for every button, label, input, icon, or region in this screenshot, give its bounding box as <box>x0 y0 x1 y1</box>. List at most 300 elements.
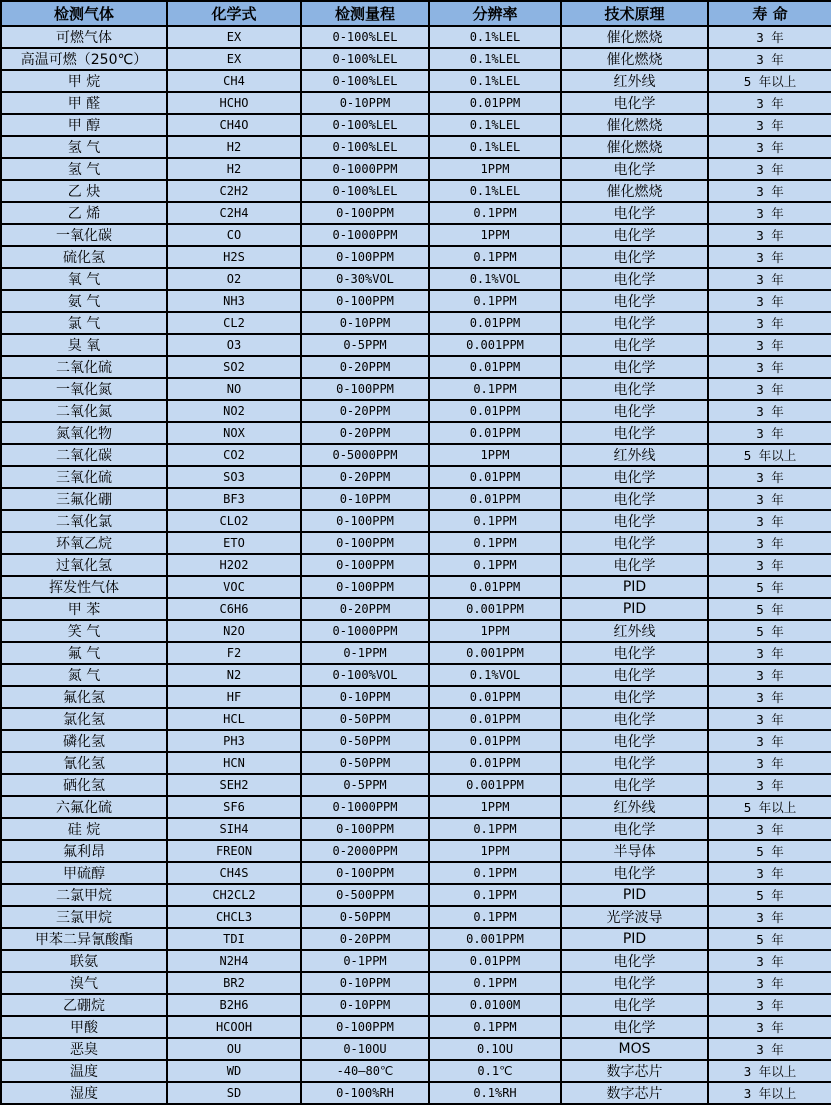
cell-principle: 电化学 <box>561 774 708 796</box>
cell-lifespan: 5 年 <box>708 576 831 598</box>
cell-principle: 电化学 <box>561 708 708 730</box>
cell-resolution: 0.01PPM <box>429 466 561 488</box>
cell-principle: 电化学 <box>561 862 708 884</box>
cell-lifespan: 3 年 <box>708 224 831 246</box>
cell-lifespan: 5 年 <box>708 840 831 862</box>
cell-gas-name: 二氧化氯 <box>1 510 167 532</box>
cell-range: 0-100PPM <box>301 246 429 268</box>
cell-lifespan: 3 年以上 <box>708 1060 831 1082</box>
cell-range: 0-20PPM <box>301 466 429 488</box>
cell-resolution: 0.001PPM <box>429 598 561 620</box>
cell-principle: 电化学 <box>561 92 708 114</box>
cell-gas-name: 乙硼烷 <box>1 994 167 1016</box>
table-row <box>1 510 831 532</box>
cell-range: 0-100%LEL <box>301 48 429 70</box>
cell-gas-name: 三氟化硼 <box>1 488 167 510</box>
cell-formula: NH3 <box>167 290 301 312</box>
cell-range: 0-2000PPM <box>301 840 429 862</box>
cell-lifespan: 3 年 <box>708 774 831 796</box>
cell-gas-name: 氢 气 <box>1 158 167 180</box>
table-row <box>1 532 831 554</box>
cell-lifespan: 3 年 <box>708 532 831 554</box>
cell-range: 0-100PPM <box>301 510 429 532</box>
cell-resolution: 1PPM <box>429 158 561 180</box>
cell-resolution: 0.1PPM <box>429 862 561 884</box>
table-row <box>1 466 831 488</box>
cell-resolution: 0.01PPM <box>429 708 561 730</box>
cell-principle: 红外线 <box>561 444 708 466</box>
header-cell-resolution: 分辨率 <box>429 1 561 26</box>
table-row <box>1 884 831 906</box>
table-row <box>1 268 831 290</box>
cell-formula: HCOOH <box>167 1016 301 1038</box>
table-row <box>1 180 831 202</box>
header-cell-formula: 化学式 <box>167 1 301 26</box>
cell-resolution: 0.01PPM <box>429 356 561 378</box>
table-row <box>1 224 831 246</box>
cell-formula: CO2 <box>167 444 301 466</box>
cell-gas-name: 甲酸 <box>1 1016 167 1038</box>
cell-formula: N2O <box>167 620 301 642</box>
cell-lifespan: 3 年 <box>708 972 831 994</box>
cell-principle: 催化燃烧 <box>561 136 708 158</box>
cell-range: -40—80℃ <box>301 1060 429 1082</box>
table-row <box>1 664 831 686</box>
cell-formula: HF <box>167 686 301 708</box>
cell-resolution: 0.1PPM <box>429 532 561 554</box>
cell-formula: BF3 <box>167 488 301 510</box>
cell-lifespan: 5 年以上 <box>708 796 831 818</box>
cell-range: 0-100PPM <box>301 818 429 840</box>
cell-principle: 电化学 <box>561 246 708 268</box>
table-row <box>1 576 831 598</box>
cell-range: 0-50PPM <box>301 730 429 752</box>
cell-lifespan: 3 年 <box>708 752 831 774</box>
cell-principle: 电化学 <box>561 334 708 356</box>
table-body <box>1 26 831 1104</box>
table-row <box>1 70 831 92</box>
table-row <box>1 620 831 642</box>
cell-formula: ETO <box>167 532 301 554</box>
cell-range: 0-1PPM <box>301 950 429 972</box>
cell-principle: 催化燃烧 <box>561 114 708 136</box>
cell-principle: PID <box>561 884 708 906</box>
table-row <box>1 972 831 994</box>
cell-formula: CH2CL2 <box>167 884 301 906</box>
table-row <box>1 686 831 708</box>
cell-range: 0-1000PPM <box>301 620 429 642</box>
cell-lifespan: 3 年 <box>708 312 831 334</box>
table-row <box>1 598 831 620</box>
cell-resolution: 1PPM <box>429 224 561 246</box>
cell-formula: SIH4 <box>167 818 301 840</box>
cell-formula: SD <box>167 1082 301 1104</box>
cell-range: 0-100%LEL <box>301 114 429 136</box>
cell-gas-name: 环氧乙烷 <box>1 532 167 554</box>
cell-principle: 电化学 <box>561 686 708 708</box>
cell-range: 0-10PPM <box>301 972 429 994</box>
cell-lifespan: 3 年 <box>708 818 831 840</box>
cell-formula: HCHO <box>167 92 301 114</box>
cell-lifespan: 3 年 <box>708 510 831 532</box>
cell-range: 0-50PPM <box>301 708 429 730</box>
cell-formula: HCL <box>167 708 301 730</box>
cell-gas-name: 甲 苯 <box>1 598 167 620</box>
cell-lifespan: 3 年以上 <box>708 1082 831 1104</box>
cell-formula: CHCL3 <box>167 906 301 928</box>
cell-formula: H2O2 <box>167 554 301 576</box>
cell-resolution: 0.1℃ <box>429 1060 561 1082</box>
cell-principle: 电化学 <box>561 400 708 422</box>
cell-range: 0-100PPM <box>301 532 429 554</box>
table-row <box>1 554 831 576</box>
cell-lifespan: 5 年 <box>708 884 831 906</box>
cell-resolution: 0.1PPM <box>429 818 561 840</box>
cell-gas-name: 高温可燃（250℃） <box>1 48 167 70</box>
cell-range: 0-100%VOL <box>301 664 429 686</box>
cell-gas-name: 六氟化硫 <box>1 796 167 818</box>
cell-formula: NO2 <box>167 400 301 422</box>
cell-resolution: 0.01PPM <box>429 312 561 334</box>
table-row <box>1 334 831 356</box>
cell-range: 0-50PPM <box>301 752 429 774</box>
cell-resolution: 0.1PPM <box>429 246 561 268</box>
cell-principle: 电化学 <box>561 554 708 576</box>
cell-resolution: 1PPM <box>429 796 561 818</box>
cell-principle: 电化学 <box>561 994 708 1016</box>
table-row <box>1 994 831 1016</box>
table-row <box>1 488 831 510</box>
cell-resolution: 0.01PPM <box>429 686 561 708</box>
cell-range: 0-5000PPM <box>301 444 429 466</box>
cell-range: 0-100%LEL <box>301 70 429 92</box>
cell-gas-name: 甲苯二异氰酸酯 <box>1 928 167 950</box>
cell-gas-name: 氯 气 <box>1 312 167 334</box>
cell-lifespan: 3 年 <box>708 268 831 290</box>
cell-gas-name: 联氨 <box>1 950 167 972</box>
cell-range: 0-1PPM <box>301 642 429 664</box>
cell-formula: TDI <box>167 928 301 950</box>
cell-principle: 电化学 <box>561 466 708 488</box>
cell-gas-name: 一氧化碳 <box>1 224 167 246</box>
cell-gas-name: 挥发性气体 <box>1 576 167 598</box>
cell-gas-name: 恶臭 <box>1 1038 167 1060</box>
cell-principle: 催化燃烧 <box>561 26 708 48</box>
cell-gas-name: 磷化氢 <box>1 730 167 752</box>
cell-lifespan: 3 年 <box>708 664 831 686</box>
table-row <box>1 202 831 224</box>
table-row <box>1 400 831 422</box>
cell-resolution: 0.1PPM <box>429 378 561 400</box>
cell-formula: OU <box>167 1038 301 1060</box>
table-row <box>1 796 831 818</box>
cell-formula: CO <box>167 224 301 246</box>
cell-range: 0-20PPM <box>301 598 429 620</box>
cell-gas-name: 氮 气 <box>1 664 167 686</box>
cell-gas-name: 二氧化氮 <box>1 400 167 422</box>
cell-lifespan: 3 年 <box>708 1016 831 1038</box>
header-row <box>1 1 831 26</box>
cell-formula: H2 <box>167 136 301 158</box>
table-row <box>1 356 831 378</box>
cell-lifespan: 3 年 <box>708 994 831 1016</box>
cell-lifespan: 3 年 <box>708 730 831 752</box>
cell-formula: SO2 <box>167 356 301 378</box>
cell-lifespan: 3 年 <box>708 114 831 136</box>
cell-resolution: 0.01PPM <box>429 752 561 774</box>
cell-range: 0-100%LEL <box>301 26 429 48</box>
cell-principle: 电化学 <box>561 158 708 180</box>
cell-resolution: 0.1PPM <box>429 906 561 928</box>
cell-formula: CH4O <box>167 114 301 136</box>
cell-resolution: 0.1%LEL <box>429 70 561 92</box>
cell-resolution: 0.1PPM <box>429 202 561 224</box>
cell-principle: 电化学 <box>561 488 708 510</box>
table-row <box>1 906 831 928</box>
cell-resolution: 0.01PPM <box>429 576 561 598</box>
cell-resolution: 0.01PPM <box>429 422 561 444</box>
cell-lifespan: 3 年 <box>708 356 831 378</box>
cell-gas-name: 氯化氢 <box>1 708 167 730</box>
cell-formula: FREON <box>167 840 301 862</box>
cell-gas-name: 温度 <box>1 1060 167 1082</box>
cell-range: 0-100%LEL <box>301 180 429 202</box>
cell-formula: NO <box>167 378 301 400</box>
cell-lifespan: 5 年 <box>708 598 831 620</box>
table-row <box>1 246 831 268</box>
cell-gas-name: 臭 氧 <box>1 334 167 356</box>
cell-formula: NOX <box>167 422 301 444</box>
cell-principle: 电化学 <box>561 356 708 378</box>
cell-gas-name: 一氧化氮 <box>1 378 167 400</box>
cell-range: 0-1000PPM <box>301 796 429 818</box>
cell-range: 0-100PPM <box>301 1016 429 1038</box>
cell-gas-name: 三氧化硫 <box>1 466 167 488</box>
table-row <box>1 818 831 840</box>
cell-resolution: 0.001PPM <box>429 928 561 950</box>
cell-lifespan: 3 年 <box>708 180 831 202</box>
cell-range: 0-100%LEL <box>301 136 429 158</box>
table-row <box>1 840 831 862</box>
cell-principle: 红外线 <box>561 620 708 642</box>
cell-lifespan: 3 年 <box>708 202 831 224</box>
cell-resolution: 1PPM <box>429 444 561 466</box>
cell-formula: CL2 <box>167 312 301 334</box>
cell-principle: 数字芯片 <box>561 1082 708 1104</box>
cell-resolution: 1PPM <box>429 840 561 862</box>
cell-principle: PID <box>561 576 708 598</box>
cell-range: 0-1000PPM <box>301 224 429 246</box>
cell-gas-name: 笑 气 <box>1 620 167 642</box>
cell-range: 0-10PPM <box>301 488 429 510</box>
cell-lifespan: 3 年 <box>708 554 831 576</box>
cell-lifespan: 3 年 <box>708 466 831 488</box>
cell-gas-name: 湿度 <box>1 1082 167 1104</box>
cell-lifespan: 3 年 <box>708 290 831 312</box>
cell-formula: WD <box>167 1060 301 1082</box>
cell-range: 0-5PPM <box>301 774 429 796</box>
cell-range: 0-20PPM <box>301 356 429 378</box>
cell-gas-name: 硒化氢 <box>1 774 167 796</box>
table-row <box>1 708 831 730</box>
cell-lifespan: 3 年 <box>708 686 831 708</box>
cell-gas-name: 氟 气 <box>1 642 167 664</box>
cell-principle: 电化学 <box>561 290 708 312</box>
cell-principle: 电化学 <box>561 972 708 994</box>
cell-range: 0-20PPM <box>301 422 429 444</box>
cell-resolution: 0.1PPM <box>429 1016 561 1038</box>
table-row <box>1 862 831 884</box>
cell-principle: 电化学 <box>561 422 708 444</box>
cell-resolution: 0.1%LEL <box>429 136 561 158</box>
cell-formula: EX <box>167 48 301 70</box>
cell-gas-name: 氟利昂 <box>1 840 167 862</box>
cell-principle: 电化学 <box>561 510 708 532</box>
cell-principle: 电化学 <box>561 224 708 246</box>
cell-formula: O2 <box>167 268 301 290</box>
header-cell-lifespan: 寿 命 <box>708 1 831 26</box>
cell-range: 0-100PPM <box>301 202 429 224</box>
cell-resolution: 1PPM <box>429 620 561 642</box>
cell-principle: 电化学 <box>561 1016 708 1038</box>
table-row <box>1 378 831 400</box>
cell-range: 0-100PPM <box>301 378 429 400</box>
cell-formula: PH3 <box>167 730 301 752</box>
cell-formula: VOC <box>167 576 301 598</box>
cell-gas-name: 二氧化硫 <box>1 356 167 378</box>
cell-lifespan: 3 年 <box>708 422 831 444</box>
cell-range: 0-100PPM <box>301 554 429 576</box>
cell-gas-name: 甲 烷 <box>1 70 167 92</box>
cell-resolution: 0.01PPM <box>429 950 561 972</box>
cell-gas-name: 甲硫醇 <box>1 862 167 884</box>
cell-lifespan: 3 年 <box>708 92 831 114</box>
cell-formula: C2H2 <box>167 180 301 202</box>
header-cell-gas-name: 检测气体 <box>1 1 167 26</box>
cell-gas-name: 过氧化氢 <box>1 554 167 576</box>
cell-principle: 电化学 <box>561 312 708 334</box>
header-cell-principle: 技术原理 <box>561 1 708 26</box>
cell-gas-name: 溴气 <box>1 972 167 994</box>
cell-formula: CLO2 <box>167 510 301 532</box>
cell-range: 0-1000PPM <box>301 158 429 180</box>
cell-formula: C2H4 <box>167 202 301 224</box>
cell-lifespan: 5 年 <box>708 620 831 642</box>
cell-formula: B2H6 <box>167 994 301 1016</box>
cell-range: 0-500PPM <box>301 884 429 906</box>
cell-resolution: 0.1%LEL <box>429 48 561 70</box>
table-row <box>1 730 831 752</box>
cell-principle: 催化燃烧 <box>561 180 708 202</box>
cell-gas-name: 二氯甲烷 <box>1 884 167 906</box>
cell-lifespan: 3 年 <box>708 48 831 70</box>
cell-range: 0-10OU <box>301 1038 429 1060</box>
cell-lifespan: 3 年 <box>708 906 831 928</box>
cell-principle: 光学波导 <box>561 906 708 928</box>
cell-resolution: 0.001PPM <box>429 334 561 356</box>
table-row <box>1 136 831 158</box>
cell-principle: 电化学 <box>561 752 708 774</box>
cell-resolution: 0.01PPM <box>429 92 561 114</box>
cell-lifespan: 5 年 <box>708 928 831 950</box>
cell-gas-name: 氟化氢 <box>1 686 167 708</box>
cell-resolution: 0.0100M <box>429 994 561 1016</box>
cell-resolution: 0.1PPM <box>429 554 561 576</box>
cell-principle: 电化学 <box>561 268 708 290</box>
cell-formula: N2H4 <box>167 950 301 972</box>
cell-lifespan: 3 年 <box>708 26 831 48</box>
cell-principle: PID <box>561 598 708 620</box>
cell-range: 0-10PPM <box>301 92 429 114</box>
table-row <box>1 642 831 664</box>
cell-resolution: 0.1%VOL <box>429 664 561 686</box>
cell-gas-name: 甲 醇 <box>1 114 167 136</box>
table-header <box>1 1 831 26</box>
cell-resolution: 0.001PPM <box>429 642 561 664</box>
cell-gas-name: 二氧化碳 <box>1 444 167 466</box>
cell-range: 0-30%VOL <box>301 268 429 290</box>
table-row <box>1 114 831 136</box>
cell-lifespan: 3 年 <box>708 642 831 664</box>
cell-lifespan: 5 年以上 <box>708 444 831 466</box>
cell-range: 0-10PPM <box>301 686 429 708</box>
cell-range: 0-10PPM <box>301 312 429 334</box>
cell-resolution: 0.1PPM <box>429 510 561 532</box>
cell-range: 0-100PPM <box>301 576 429 598</box>
cell-lifespan: 3 年 <box>708 158 831 180</box>
table-row <box>1 1016 831 1038</box>
cell-range: 0-100PPM <box>301 862 429 884</box>
table-row <box>1 774 831 796</box>
cell-resolution: 0.1%RH <box>429 1082 561 1104</box>
cell-gas-name: 硅 烷 <box>1 818 167 840</box>
cell-lifespan: 3 年 <box>708 246 831 268</box>
cell-formula: F2 <box>167 642 301 664</box>
cell-gas-name: 氧 气 <box>1 268 167 290</box>
cell-formula: EX <box>167 26 301 48</box>
cell-lifespan: 3 年 <box>708 950 831 972</box>
cell-principle: 电化学 <box>561 950 708 972</box>
cell-formula: BR2 <box>167 972 301 994</box>
cell-principle: 红外线 <box>561 70 708 92</box>
cell-gas-name: 硫化氢 <box>1 246 167 268</box>
table-row <box>1 1060 831 1082</box>
cell-principle: 电化学 <box>561 202 708 224</box>
cell-lifespan: 3 年 <box>708 334 831 356</box>
cell-gas-name: 乙 烯 <box>1 202 167 224</box>
table-row <box>1 26 831 48</box>
cell-lifespan: 3 年 <box>708 400 831 422</box>
cell-formula: C6H6 <box>167 598 301 620</box>
cell-lifespan: 3 年 <box>708 1038 831 1060</box>
cell-formula: SO3 <box>167 466 301 488</box>
cell-principle: 电化学 <box>561 730 708 752</box>
cell-principle: 电化学 <box>561 664 708 686</box>
cell-resolution: 0.1PPM <box>429 972 561 994</box>
cell-range: 0-10PPM <box>301 994 429 1016</box>
cell-resolution: 0.1PPM <box>429 884 561 906</box>
cell-gas-name: 三氯甲烷 <box>1 906 167 928</box>
cell-gas-name: 氮氧化物 <box>1 422 167 444</box>
table-row <box>1 48 831 70</box>
cell-resolution: 0.1%VOL <box>429 268 561 290</box>
table-row <box>1 1082 831 1104</box>
cell-resolution: 0.1%LEL <box>429 114 561 136</box>
cell-formula: HCN <box>167 752 301 774</box>
cell-formula: SF6 <box>167 796 301 818</box>
table-row <box>1 950 831 972</box>
cell-range: 0-100PPM <box>301 290 429 312</box>
